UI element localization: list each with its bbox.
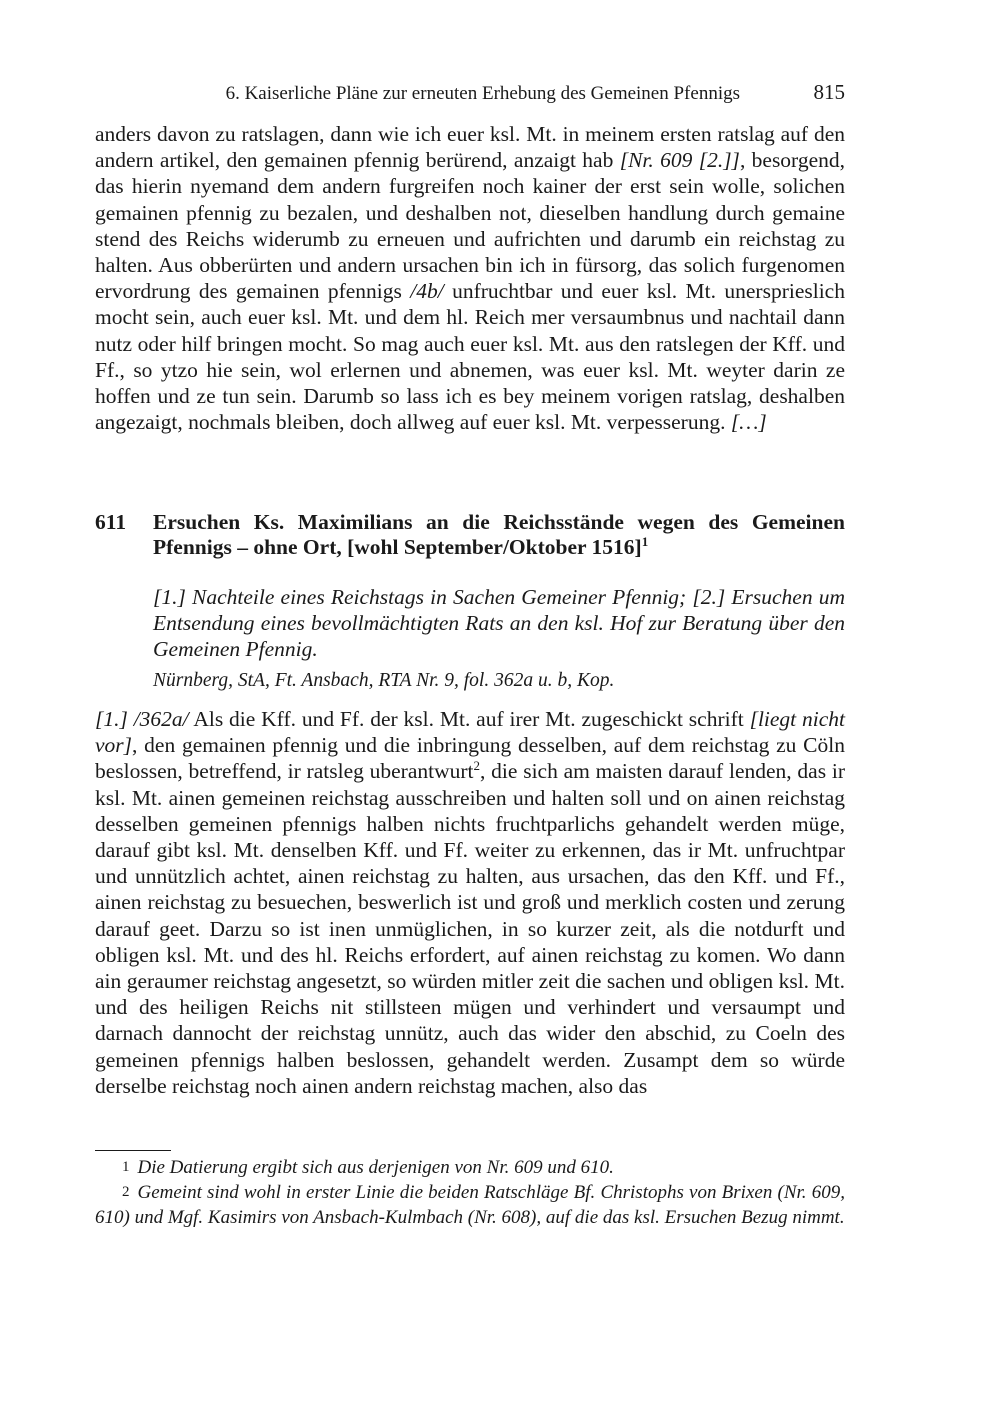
footnote-2 xyxy=(95,1180,845,1230)
footnote-ref-1[interactable]: 1 xyxy=(641,534,649,549)
footnote-separator xyxy=(95,1150,171,1151)
footnote-number: 2 xyxy=(122,1184,130,1201)
footnotes xyxy=(95,1155,845,1230)
text-run: , besorgend, das hierin nyemand dem andern furgreifen noch kainer der erst sein wolle, solichen gemainen pfennig zu bezalen, und deshalben not, dieselben handlung durch gemaine stend des Reichs widerumb zu erneuen und aufrichten und darumb ein reichstag zu halten. Aus obberürten und andern ursachen bin ich in fürsorg, das solich furgenomen ervordrung des gemainen pfennigs xyxy=(95,148,846,304)
text-run: , die sich am maisten darauf lenden, das ir ksl. Mt. ainen gemeinen reichstag ausschreiben und halten soll und on ainen reichstag desselben gemeinen pfennigs halben nichts fruchtparlichs gehandelt werden müge, darauf gibt ksl. Mt. denselben Kff. und Ff. weiter zu erkennen, das ir Mt. unfruchtpar und unnützlich achtet, ainen reichstag zu halten, aus ursachen, das den Kff. und Ff., ainen reichstag zu besuechen, beswerlich ist und groß und merklich costen und zerung darauf geet. Darzu so ist inen unmüglichen, in so kurzer zeit, als die notdurft und obligen ksl. Mt. und des hl. Reichs erfordert, auf ainen reichstag zu komen. Wo dann ain geraumer reichstag angesetzt, so würden mitler zeit die sachen und obligen ksl. Mt. und des heiligen Reichs nit stillsteen mügen und verhindert und versaumpt und darnach dannocht der reichstag unnütz, auch das wider den abschid, zu Coeln des gemeinen pfennigs halben beslossen, gehandelt werden. Zusampt dem so würde derselbe reichstag noch ainen andern reichstag machen, also das xyxy=(95,759,845,1098)
footnote-1 xyxy=(95,1155,845,1180)
continued-paragraph xyxy=(95,121,845,435)
entry-number: 611 xyxy=(95,510,127,534)
entry-title: Ersuchen Ks. Maximilians an die Reichsstände wegen des Gemeinen Pfennigs – ohne Ort, [wohl September/Oktober 1516] xyxy=(153,510,845,559)
text-run: , den gemainen pfennig und die inbringung desselben, auf dem reichstag zu Cöln beslossen, betreffend, ir ratsleg uberantwurt xyxy=(95,733,845,784)
folio-marker: /4b/ xyxy=(410,279,444,304)
footnote-text: Die Datierung ergibt sich aus derjenigen von Nr. 609 und 610. xyxy=(137,1157,614,1178)
text-run: unfruchtbar und euer ksl. Mt. unersprieslich mocht sein, auch euer ksl. Mt. und dem hl. Reich mer versaumbnus und nachtail dann nutz oder hilf bringen mocht. So mag auch euer ksl. Mt. aus den ratslegen der Kff. und Ff., so ytzo hie sein, wol erlernen und abnemen, was euer ksl. Mt. weyter darin ze hoffen und ze tun sein. Darumb so lass ich es bey meinem vorigen ratslag, deshalben angezaigt, nochmals bleiben, doch allweg auf euer ksl. Mt. verpesserung. xyxy=(95,279,845,435)
entry-heading xyxy=(95,510,845,560)
footnote-text: Gemeint sind wohl in erster Linie die beiden Ratschläge Bf. Christophs von Brixen (Nr. 609, 610) und Mgf. Kasimirs von Ansbach-Kulmbach (Nr. 608), auf die das ksl. Ersuchen Bezug nimmt. xyxy=(95,1182,845,1228)
text-run: anders davon zu ratslagen, dann wie ich euer ksl. Mt. in meinem ersten ratslag auf den andern artikel, den gemainen pfennig berürend, anzaigt hab xyxy=(95,122,845,173)
source-citation: Nürnberg, StA, Ft. Ansbach, RTA Nr. 9, fol. 362a u. b, Kop. xyxy=(153,670,615,691)
page-header xyxy=(95,80,845,108)
footnote-ref-2[interactable]: 2 xyxy=(473,758,481,774)
omission-marker: […] xyxy=(730,410,767,435)
footnote-number: 1 xyxy=(122,1159,130,1175)
section-folio-marker: [1.] /362a/ xyxy=(95,707,189,731)
document-text xyxy=(95,706,845,1099)
running-title: 6. Kaiserliche Pläne zur erneuten Erhebung des Gemeinen Pfennigs xyxy=(225,83,740,104)
page-number: 815 xyxy=(813,80,845,104)
editorial-reference: [Nr. 609 [2.]] xyxy=(619,148,740,173)
text-run: Als die Kff. und Ff. der ksl. Mt. auf irer Mt. zugeschickt schrift xyxy=(188,707,750,731)
regest-summary: [1.] Nachteile eines Reichstags in Sachen Gemeiner Pfennig; [2.] Ersuchen um Entsendung eines bevollmächtigten Rats an den ksl. Hof zur Beratung über den Gemeinen Pfennig. xyxy=(153,585,845,661)
editorial-note: [liegt nicht vor] xyxy=(95,707,845,758)
